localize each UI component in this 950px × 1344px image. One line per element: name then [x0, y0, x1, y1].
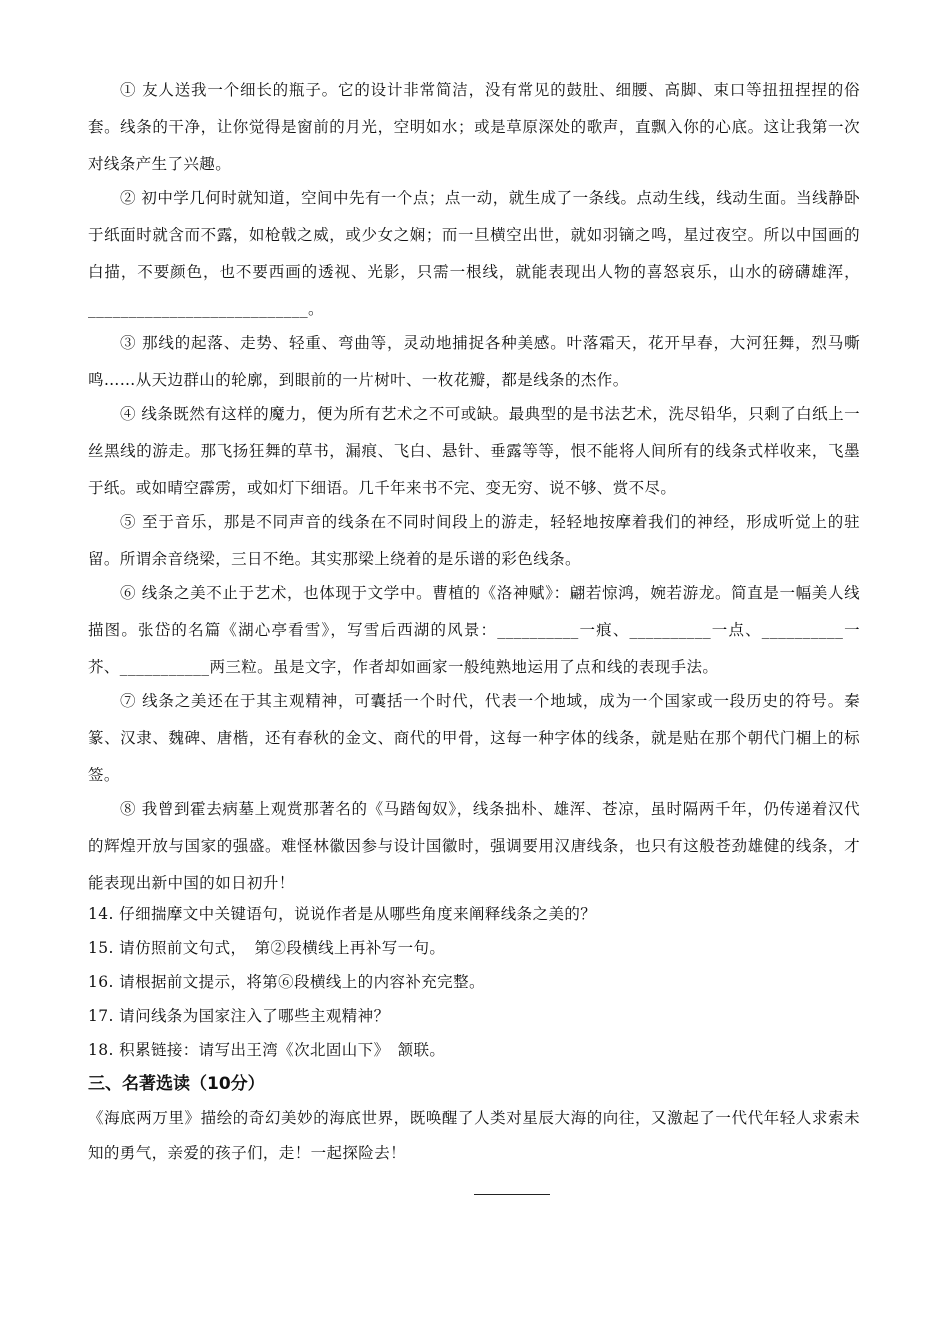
section-intro: 《海底两万里》描绘的奇幻美妙的海底世界，既唤醒了人类对星辰大海的向往，又激起了一代代年轻人求索未知的勇气，亲爱的孩子们，走！一起探险去！ — [88, 1109, 860, 1162]
passage-paragraph-6: ⑥ 线条之美不止于艺术，也体现于文学中。曹植的《洛神赋》：翩若惊鸿，婉若游龙。简直是一幅美人线描图。张岱的名篇《湖心亭看雪》，写雪后西湖的风景：__________一痕、__________一点、__________一芥、___________两三粒。虽是文字，作者却如画家一般纯熟地运用了点和线的表现手法。 — [88, 584, 860, 676]
section-title: 三、名著选读（10分） — [88, 1074, 265, 1094]
passage-paragraph-7: ⑦ 线条之美还在于其主观精神，可囊括一个时代，代表一个地域，成为一个国家或一段历史的符号。秦篆、汉隶、魏碑、唐楷，还有春秋的金文、商代的甲骨，这每一种字体的线条，就是贴在那个朝代门楣上的标签。 — [88, 692, 860, 784]
passage-paragraph-8: ⑧ 我曾到霍去病墓上观赏那著名的《马踏匈奴》，线条拙朴、雄浑、苍凉，虽时隔两千年，仍传递着汉代的辉煌开放与国家的强盛。难怪林徽因参与设计国徽时，强调要用汉唐线条，也只有这般苍劲雄健的线条，才能表现出新中国的如日初升！ — [88, 800, 860, 892]
passage-paragraph-4: ④ 线条既然有这样的魔力，便为所有艺术之不可或缺。最典型的是书法艺术，洗尽铅华，只剩了白纸上一丝黑线的游走。那飞扬狂舞的草书，漏痕、飞白、悬针、垂露等等，恨不能将人间所有的线条式样收来，飞墨于纸。或如晴空霹雳，或如灯下细语。几千年来书不完、变无穷、说不够、赏不尽。 — [88, 405, 860, 497]
question-18: 18. 积累链接：请写出王湾《次北固山下》 颔联。 — [88, 1041, 446, 1059]
passage-paragraph-2: ② 初中学几何时就知道，空间中先有一个点；点一动，就生成了一条线。点动生线，线动生面。当线静卧于纸面时就含而不露，如枪戟之威，或少女之娴；而一旦横空出世，就如羽镝之鸣，星过夜空。所以中国画的白描，不要颜色，也不要西画的透视、光影，只需一根线，就能表现出人物的喜怒哀乐，山水的磅礴雄浑，___________________________。 — [88, 189, 860, 318]
passage-paragraph-1: ① 友人送我一个细长的瓶子。它的设计非常简洁，没有常见的鼓肚、细腰、高脚、束口等扭扭捏捏的俗套。线条的干净，让你觉得是窗前的月光，空明如水；或是草原深处的歌声，直飘入你的心底。这让我第一次对线条产生了兴趣。 — [88, 81, 860, 173]
question-16: 16. 请根据前文提示，将第⑥段横线上的内容补充完整。 — [88, 973, 485, 991]
question-14: 14. 仔细揣摩文中关键语句，说说作者是从哪些角度来阐释线条之美的？ — [88, 905, 597, 923]
footer-divider — [474, 1194, 550, 1195]
question-17: 17. 请问线条为国家注入了哪些主观精神？ — [88, 1007, 390, 1025]
passage-paragraph-3: ③ 那线的起落、走势、轻重、弯曲等，灵动地捕捉各种美感。叶落霜天，花开早春，大河狂舞，烈马嘶鸣……从天边群山的轮廓，到眼前的一片树叶、一枚花瓣，都是线条的杰作。 — [88, 334, 860, 389]
passage-paragraph-5: ⑤ 至于音乐，那是不同声音的线条在不同时间段上的游走，轻轻地按摩着我们的神经，形成听觉上的驻留。所谓余音绕梁，三日不绝。其实那梁上绕着的是乐谱的彩色线条。 — [88, 513, 860, 568]
question-15: 15. 请仿照前文句式， 第②段横线上再补写一句。 — [88, 939, 446, 957]
